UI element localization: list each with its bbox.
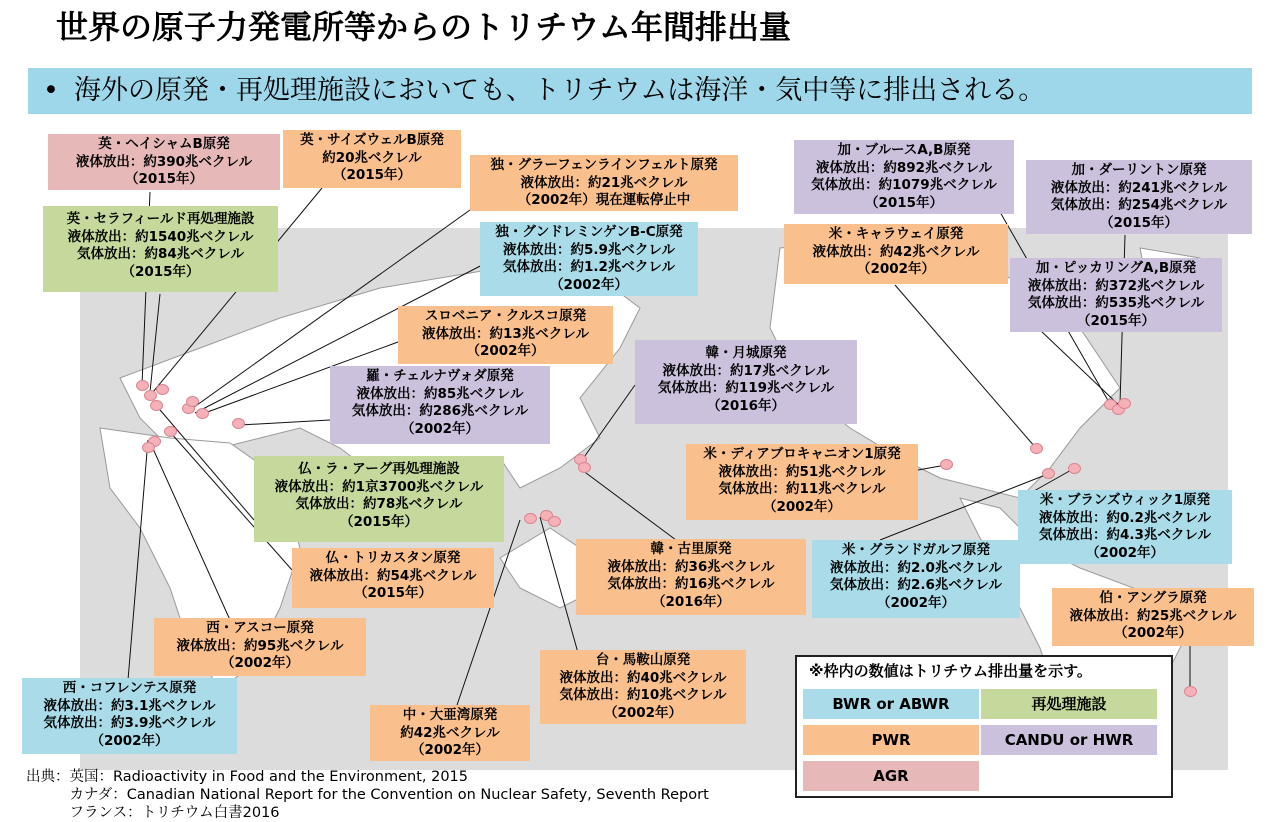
plant-year: （2002年） [220,655,300,671]
plant-name: 台・馬鞍山原発 [595,652,691,668]
plant-value-gas: 気体放出：約119兆ベクレル [657,380,835,396]
plant-name: 英・セラフィールド再処理施設 [66,211,255,227]
plant-value-gas: 気体放出：約16兆ベクレル [607,576,775,592]
plant-value-liquid: 液体放出：約892兆ベクレル [815,159,993,176]
plant-box-daya-bay [370,705,530,761]
plant-value-liquid: 液体放出：約36兆ベクレル [607,558,775,575]
plant-value: 液体放出：約21兆ベクレル [520,174,688,191]
plant-name: 仏・トリカスタン原発 [325,550,461,566]
plant-name: 羅・チェルナヴォダ原発 [366,368,514,384]
plant-box-sizewell [283,130,461,188]
legend-title: ※枠内の数値はトリチウム排出量を示す。 [809,662,1092,680]
plant-box-kori [576,539,806,615]
plant-year: （2002年） [1113,625,1193,641]
plant-name: 米・ブランズウィック1原発 [1039,492,1211,508]
plant-name: 米・ディアブロキャニオン1原発 [703,446,901,462]
plant-value-gas: 気体放出：約2.6兆ベクレル [829,577,1003,593]
plant-name: 韓・月城原発 [705,345,787,361]
legend-item-reprocessing: 再処理施設 [981,689,1157,719]
plant-value-gas: 気体放出：約254兆ベクレル [1050,197,1228,213]
plant-box-cernavoda [330,366,550,444]
plant-year: （2002年） [90,732,169,749]
plant-year: （2002年）現在運転停止中 [517,192,691,208]
plant-value-gas: 気体放出：約1.2兆ベクレル [502,259,676,275]
plant-value: 液体放出：約25兆ベクレル [1069,607,1237,624]
plant-name: 米・グランドガルフ原発 [841,542,991,558]
plant-name: 加・ダーリントン原発 [1071,162,1207,178]
plant-name: 西・コフレンテス原発 [62,680,197,696]
legend-item-bwr: BWR or ABWR [803,689,979,719]
plant-name: スロベニア・クルスコ原発 [424,308,587,324]
plant-marker [1118,398,1131,409]
plant-box-diablo-canyon [686,444,918,520]
plant-year: （2002年） [856,261,936,277]
plant-value: 液体放出：約390兆ベクレル [75,153,253,170]
legend-item-agr: AGR [803,761,979,791]
plant-year: （2016年） [651,593,731,610]
page-title: 世界の原子力発電所等からのトリチウム年間排出量 [56,8,792,46]
plant-marker [232,418,245,429]
plant-year: （2016年） [706,397,786,414]
plant-year: （2015年） [124,171,204,187]
plant-year: （2002年） [400,420,480,437]
plant-marker [524,513,537,524]
plant-marker [548,516,561,527]
plant-name: 伯・アングラ原発 [1099,590,1207,606]
plant-box-wolsong [635,340,857,424]
plant-marker [1068,463,1081,474]
plant-name: 米・キャラウェイ原発 [828,226,964,242]
plant-year: （2015年） [864,194,944,211]
plant-value-liquid: 液体放出：約40兆ベクレル [559,669,727,686]
plant-value-gas: 気体放出：約11兆ベクレル [718,481,886,497]
plant-value-liquid: 液体放出：約372兆ベクレル [1027,277,1205,294]
plant-marker [940,459,953,470]
plant-marker [578,462,591,473]
plant-value-gas: 気体放出：約4.3兆ベクレル [1038,527,1212,543]
plant-box-grafenrheinfeld [470,155,738,211]
plant-year: （2015年） [1099,214,1179,231]
plant-marker [196,408,209,419]
plant-year: （2002年） [549,276,629,293]
plant-year: （2002年） [876,594,956,611]
plant-value: 液体放出：約54兆ベクレル [309,567,477,584]
plant-name: 西・アスコー原発 [206,620,314,636]
plant-value: 約20兆ベクレル [322,149,422,166]
legend [795,655,1173,798]
plant-box-la-hague [254,456,504,542]
plant-value-liquid: 液体放出：約51兆ベクレル [718,463,886,480]
plant-year: （2002年） [410,742,490,758]
plant-year: （2002年） [1085,544,1165,561]
plant-name: 中・大亜湾原発 [402,707,498,723]
plant-year: （2002年） [466,343,545,359]
plant-name: 加・ブルースA,B原発 [837,142,971,158]
plant-name: 加・ピッカリングA,B原発 [1035,260,1197,276]
legend-item-candu: CANDU or HWR [981,725,1157,755]
plant-marker [164,426,177,437]
plant-value: 液体放出：約42兆ベクレル [812,243,980,260]
plant-value-gas: 気体放出：約78兆ベクレル [295,496,463,512]
plant-value-gas: 気体放出：約535兆ベクレル [1027,295,1205,311]
plant-year: （2015年） [121,263,200,280]
plant-box-maanshan [540,650,746,724]
plant-box-bruce [794,140,1014,214]
plant-box-grand-gulf [812,540,1020,618]
plant-value-gas: 気体放出：約1079兆ベクレル [811,177,997,193]
plant-year: （2002年） [762,498,842,515]
plant-box-brunswick [1018,490,1232,564]
plant-value-liquid: 液体放出：約1540兆ベクレル [67,228,254,245]
plant-value-gas: 気体放出：約3.9兆ベクレル [43,715,216,731]
plant-box-heysham [48,134,280,190]
plant-box-cofrentes [22,678,237,754]
plant-box-krsko [398,306,613,364]
plant-year: （2015年） [1076,312,1156,329]
plant-box-darlington [1026,160,1252,234]
source-uk: 出典：英国：Radioactivity in Food and the Environment, 2015 [26,769,469,785]
plant-year: （2015年） [332,167,412,183]
source-canada: カナダ：Canadian National Report for the Convention on Nuclear Safety, Seventh Report [26,787,709,803]
plant-value-gas: 気体放出：約10兆ベクレル [559,687,727,703]
plant-name: 英・ヘイシャムB原発 [98,136,230,152]
plant-value-liquid: 液体放出：約3.1兆ベクレル [43,697,216,714]
plant-marker [1030,443,1043,454]
plant-box-sellafield [43,206,278,292]
banner-text: 海外の原発・再処理施設においても、トリチウムは海洋・気中等に排出される。 [74,75,1046,106]
plant-value-liquid: 液体放出：約0.2兆ベクレル [1038,509,1212,526]
plant-value-liquid: 液体放出：約2.0兆ベクレル [829,559,1003,576]
plant-marker [142,442,155,453]
plant-value: 液体放出：約95兆ベクレル [176,637,344,654]
plant-name: 仏・ラ・アーグ再処理施設 [298,461,460,477]
plant-box-callaway [784,224,1008,284]
plant-box-pickering [1010,258,1222,332]
plant-year: （2015年） [353,585,433,601]
plant-marker [1042,468,1055,479]
plant-year: （2002年） [603,704,683,721]
plant-value-liquid: 液体放出：約85兆ベクレル [356,385,524,402]
plant-value-gas: 気体放出：約286兆ベクレル [351,403,529,419]
plant-box-tricastin [292,548,494,608]
plant-marker [150,400,163,411]
legend-item-pwr: PWR [803,725,979,755]
plant-value-gas: 気体放出：約84兆ベクレル [77,246,244,262]
source-france: フランス：トリチウム白書2016 [26,805,280,821]
plant-box-asco [154,618,366,676]
plant-name: 独・グンドレミンゲンB-C原発 [495,224,683,240]
plant-marker [156,384,169,395]
plant-name: 韓・古里原発 [650,541,732,557]
plant-box-angra [1052,588,1254,646]
plant-marker [136,380,149,391]
plant-value: 液体放出：約13兆ベクレル [422,325,589,342]
plant-box-gundremmingen [480,222,698,296]
plant-marker [186,396,199,407]
plant-value-liquid: 液体放出：約1京3700兆ベクレル [274,478,484,495]
plant-value-liquid: 液体放出：約5.9兆ベクレル [502,241,676,258]
plant-year: （2015年） [339,513,419,530]
plant-marker [1184,686,1197,697]
bullet: • [43,75,59,106]
plant-name: 英・サイズウェルB原発 [300,132,444,148]
plant-value: 約42兆ベクレル [400,724,500,741]
plant-name: 独・グラーフェンラインフェルト原発 [490,157,718,173]
plant-value-liquid: 液体放出：約17兆ベクレル [662,362,830,379]
plant-value-liquid: 液体放出：約241兆ベクレル [1050,179,1228,196]
